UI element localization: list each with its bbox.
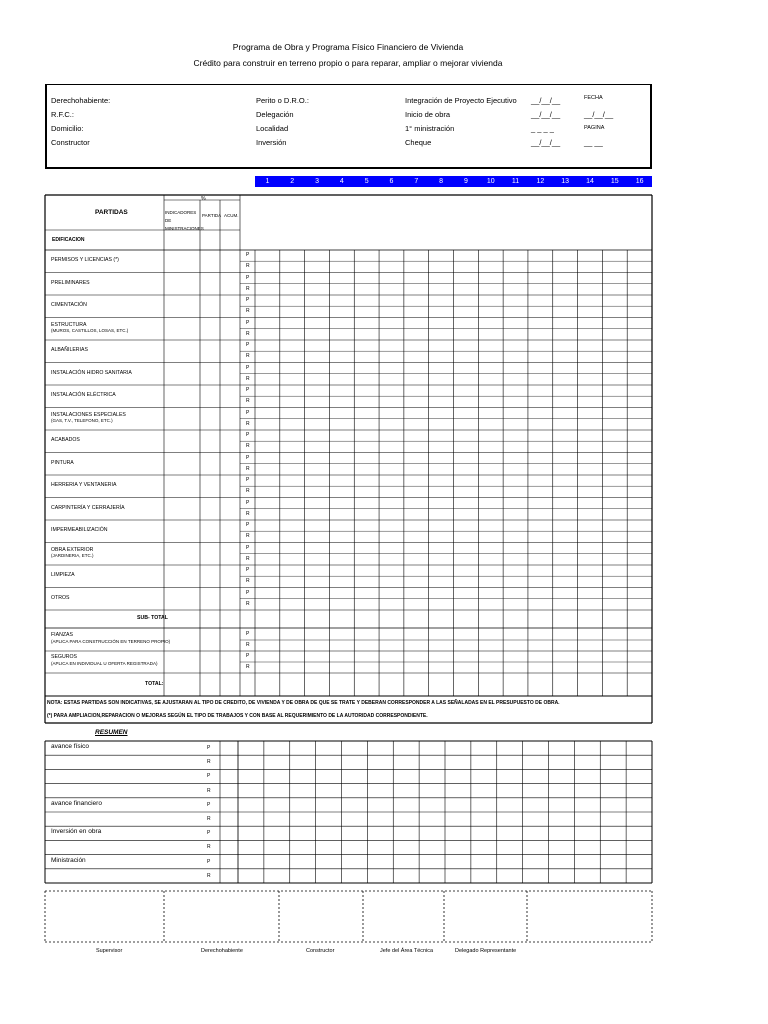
plan-real-marker: R bbox=[246, 488, 250, 494]
plan-real-marker: P bbox=[246, 364, 250, 371]
note-1: NOTA: ESTAS PARTIDAS SON INDICATIVAS, SE AJUSTARAN AL TIPO DE CREDITO, DE VIVIENDA Y DE OBRA DE QUE SE TRATE Y DEBERAN CORRESPONDER A LAS SEÑALADAS EN EL PRESUPUESTO DE OBRA. bbox=[47, 700, 560, 706]
partida-text: ACABADOS bbox=[51, 437, 80, 443]
partida-row-label bbox=[51, 547, 94, 560]
date-field: _ _ _ _ bbox=[531, 124, 554, 133]
section-edificacion: EDIFICACION bbox=[52, 237, 85, 243]
partida-text: LIMPIEZA bbox=[51, 572, 75, 578]
subtotal-label: SUB- TOTAL bbox=[137, 615, 168, 621]
period-number: 2 bbox=[290, 178, 295, 185]
partida-text: INSTALACIONES ESPECIALES bbox=[51, 411, 126, 418]
label-integracion: Integración de Proyecto Ejecutivo bbox=[405, 96, 517, 105]
partida-text: HERRERIA Y VENTANERIA bbox=[51, 482, 117, 488]
indicadores-header: INDICADORES DE MINISTRACIONES bbox=[165, 210, 204, 231]
plan-real-marker: P bbox=[246, 544, 250, 551]
plan-real-marker: R bbox=[246, 308, 250, 314]
plan-real-marker: P bbox=[246, 274, 250, 281]
plan-real-marker: P bbox=[246, 631, 250, 637]
plan-real-marker: P bbox=[246, 342, 250, 348]
plan-real-marker: P bbox=[246, 454, 250, 461]
signature-jefe-area-tecnica: Jefe del Área Técnica bbox=[380, 948, 434, 954]
plan-real-marker: P bbox=[207, 801, 211, 808]
partida-text: ALBAÑILERIAS bbox=[51, 347, 88, 353]
plan-real-marker: R bbox=[246, 375, 250, 382]
label-constructor: Constructor bbox=[51, 138, 90, 147]
partida-text: (MUROS, CASTILLOS, LOSAS, ETC.) bbox=[51, 328, 129, 333]
note-2: (*) PARA AMPLIACION,REPARACION O MEJORAS SEGÚN EL TIPO DE TRABAJOS Y CON BASE AL REQUERIMIENTO DE LA AUTORIDAD CORRESPONDIENTE. bbox=[47, 713, 428, 719]
plan-real-marker: P bbox=[246, 477, 250, 483]
period-number: 3 bbox=[315, 178, 319, 185]
partida-row-label bbox=[51, 347, 88, 354]
partida-text: PINTURA bbox=[51, 459, 74, 466]
plan-real-marker: R bbox=[246, 353, 250, 359]
partida-row-label bbox=[51, 302, 87, 309]
plan-real-marker: P bbox=[246, 653, 250, 659]
plan-real-marker: R bbox=[246, 578, 250, 584]
total-label: TOTAL: bbox=[145, 681, 164, 687]
signature-supervisor: Supervisor bbox=[96, 948, 123, 954]
date-field: __/__/__ bbox=[531, 110, 561, 119]
signature-delegado: Delegado Representante bbox=[455, 948, 517, 954]
partida-row-label bbox=[51, 460, 74, 467]
label-pagina: PAGINA bbox=[584, 125, 605, 131]
partida-text: OBRA EXTERIOR bbox=[51, 546, 94, 553]
plan-real-marker: R bbox=[246, 600, 250, 607]
label-inicio-obra: Inicio de obra bbox=[405, 110, 451, 119]
partida-text: INSTALACIÓN ELÉCTRICA bbox=[51, 392, 116, 398]
plan-real-marker: R bbox=[207, 844, 211, 851]
plan-real-marker: P bbox=[246, 387, 250, 393]
date-field: __/__/__ bbox=[531, 138, 561, 147]
label-delegacion: Delegación bbox=[256, 110, 294, 119]
period-number: 16 bbox=[635, 178, 644, 185]
partida-row-label bbox=[51, 437, 80, 444]
period-number: 10 bbox=[486, 178, 495, 185]
period-number: 7 bbox=[414, 178, 419, 185]
plan-real-marker: P bbox=[246, 409, 250, 416]
extra-text: SEGUROS bbox=[51, 654, 77, 660]
acum-header: ACUM. bbox=[224, 213, 239, 218]
plan-real-marker: R bbox=[246, 642, 250, 648]
plan-real-marker: R bbox=[246, 555, 250, 562]
extra-text: (APLICA PARA CONSTRUCCIÓN EN TERRENO PROPIO) bbox=[51, 638, 171, 644]
partida-row-label bbox=[51, 412, 126, 425]
plan-real-marker: P bbox=[207, 858, 211, 865]
resumen-label: Inversión en obra bbox=[51, 828, 102, 836]
signature-derechohabiente: Derechohabiente bbox=[201, 948, 243, 954]
plan-real-marker: P bbox=[246, 522, 250, 528]
extra-row-label bbox=[51, 654, 157, 667]
plan-real-marker: R bbox=[246, 330, 250, 337]
label-rfc: R.F.C.: bbox=[51, 110, 74, 119]
partida-text: (GAS, T.V., TELEFONO, ETC.) bbox=[51, 418, 113, 423]
partida-row-label bbox=[51, 572, 75, 579]
plan-real-marker: R bbox=[246, 398, 250, 404]
partida-text: ESTRUCTURA bbox=[51, 321, 87, 328]
partida-row-label bbox=[51, 370, 132, 377]
partida-text: (JARDINERIA, ETC.) bbox=[51, 553, 94, 558]
partida-text: OTROS bbox=[51, 594, 70, 601]
plan-real-marker: P bbox=[207, 773, 211, 780]
pagina-value: __ __ bbox=[584, 138, 603, 147]
partidas-header: PARTIDAS bbox=[95, 209, 128, 216]
partida-header: PARTIDA bbox=[202, 213, 222, 218]
period-number: 5 bbox=[364, 178, 369, 185]
extra-text: (APLICA EN INDIVIDUAL U OFERTA REGISTRADA) bbox=[51, 660, 158, 666]
partida-row-label bbox=[51, 257, 119, 264]
plan-real-marker: R bbox=[246, 285, 250, 292]
signature-constructor: Constructor bbox=[306, 948, 335, 954]
plan-real-marker: R bbox=[246, 510, 250, 517]
period-number: 4 bbox=[339, 178, 344, 185]
period-number: 14 bbox=[586, 178, 594, 185]
label-fecha: FECHA bbox=[584, 95, 603, 101]
partida-text: CARPINTERÍA Y CERRAJERÍA bbox=[51, 504, 125, 511]
plan-real-marker: P bbox=[207, 745, 211, 751]
partida-row-label bbox=[51, 322, 128, 335]
period-number: 13 bbox=[561, 178, 570, 185]
plan-real-marker: P bbox=[246, 297, 250, 303]
partida-row-label bbox=[51, 527, 108, 534]
label-perito: Perito o D.R.O.: bbox=[256, 96, 309, 105]
plan-real-marker: P bbox=[246, 432, 250, 438]
partida-row-label bbox=[51, 482, 116, 489]
plan-real-marker: R bbox=[207, 872, 211, 879]
document-title: Programa de Obra y Programa Físico Financiero de Vivienda bbox=[232, 42, 464, 52]
plan-real-marker: R bbox=[207, 759, 211, 766]
partida-row-label bbox=[51, 280, 90, 287]
date-field: __/__/__ bbox=[531, 96, 561, 105]
plan-real-marker: R bbox=[246, 443, 250, 449]
extra-text: FIANZAS bbox=[51, 632, 73, 638]
plan-real-marker: P bbox=[246, 319, 250, 326]
partida-text: IMPERMEABILIZACIÓN bbox=[51, 527, 108, 533]
plan-real-marker: P bbox=[246, 252, 250, 258]
plan-real-marker: P bbox=[207, 830, 211, 837]
document-subtitle: Crédito para construir en terreno propio o para reparar, ampliar o mejorar vivienda bbox=[193, 58, 503, 68]
plan-real-marker: R bbox=[246, 664, 250, 670]
plan-real-marker: R bbox=[207, 816, 211, 822]
plan-real-marker: P bbox=[246, 589, 250, 596]
plan-real-marker: R bbox=[246, 263, 250, 269]
period-number: 15 bbox=[610, 178, 619, 185]
period-number: 8 bbox=[439, 178, 444, 185]
plan-real-marker: R bbox=[246, 465, 250, 472]
fecha-value: __/__/__ bbox=[584, 110, 614, 119]
partida-text: PERMISOS Y LICENCIAS (*) bbox=[51, 257, 119, 263]
partida-text: INSTALACIÓN HIDRO SANITARIA bbox=[51, 369, 132, 376]
percent-label: % bbox=[201, 196, 206, 202]
resumen-label: avance financiero bbox=[51, 799, 102, 807]
resumen-label: Ministración bbox=[51, 856, 86, 864]
partida-row-label bbox=[51, 392, 116, 399]
label-ministracion: 1° ministración bbox=[405, 124, 455, 133]
partida-text: CIMENTACIÓN bbox=[51, 302, 87, 308]
extra-row-label bbox=[51, 632, 170, 645]
label-localidad: Localidad bbox=[256, 124, 289, 133]
period-number: 6 bbox=[389, 178, 394, 185]
plan-real-marker: R bbox=[207, 787, 211, 794]
resumen-title: RESUMEN bbox=[95, 729, 128, 736]
plan-real-marker: P bbox=[246, 567, 250, 573]
plan-real-marker: R bbox=[246, 533, 250, 539]
period-number: 1 bbox=[265, 178, 270, 185]
period-number: 12 bbox=[536, 178, 545, 185]
label-domicilio: Domicilio: bbox=[51, 124, 84, 133]
period-number: 9 bbox=[463, 178, 468, 185]
partida-row-label bbox=[51, 595, 69, 602]
label-inversion: Inversión bbox=[256, 138, 287, 147]
partida-row-label bbox=[51, 505, 125, 512]
plan-real-marker: R bbox=[246, 420, 250, 427]
resumen-label: avance físico bbox=[51, 743, 89, 750]
label-cheque: Cheque bbox=[405, 138, 432, 147]
label-derechohabiente: Derechohabiente: bbox=[51, 96, 111, 105]
plan-real-marker: P bbox=[246, 499, 250, 506]
partida-text: PRELIMINARES bbox=[51, 279, 90, 286]
period-number: 11 bbox=[511, 178, 520, 185]
